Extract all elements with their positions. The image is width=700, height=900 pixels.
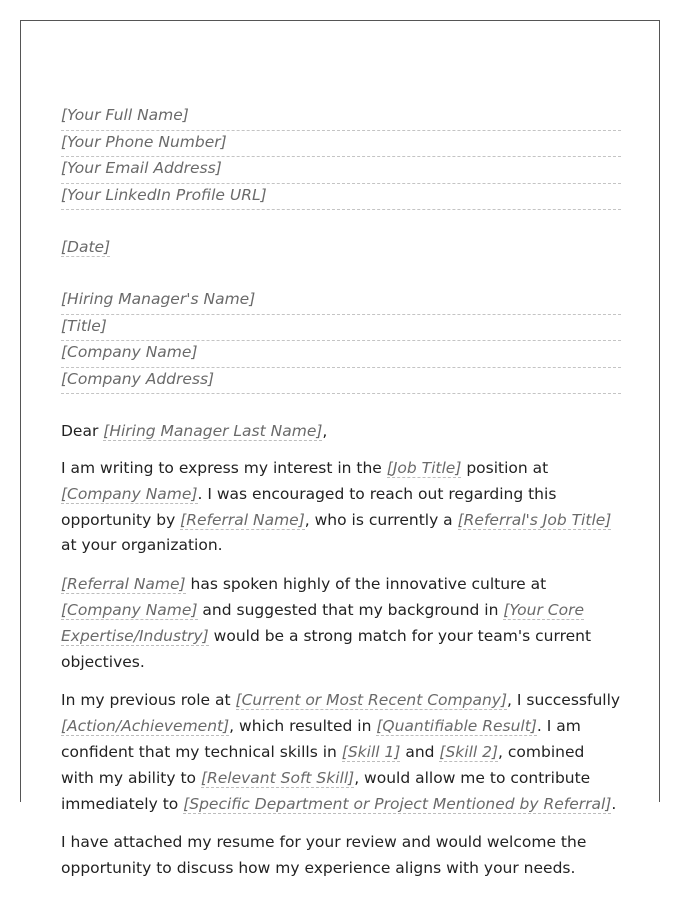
- core-expertise-field[interactable]: [Your Core Expertise/Industry]: [61, 600, 584, 645]
- referral-job-title-field[interactable]: [Referral's Job Title]: [457, 510, 612, 529]
- letter-page: [20, 20, 660, 878]
- sender-block: [61, 104, 621, 210]
- recipient-block: [61, 288, 621, 394]
- sender-full-name[interactable]: [Your Full Name]: [61, 104, 621, 131]
- company-name-field[interactable]: [Company Name]: [61, 600, 198, 619]
- soft-skill-field[interactable]: [Relevant Soft Skill]: [200, 768, 355, 787]
- company-name-field[interactable]: [Company Name]: [61, 484, 198, 503]
- job-title-field[interactable]: [Job Title]: [386, 459, 462, 477]
- recipient-company[interactable]: [Company Name]: [61, 341, 621, 368]
- skill-1-field[interactable]: [Skill 1]: [341, 742, 401, 761]
- referral-name-field[interactable]: [Referral Name]: [61, 575, 186, 594]
- recipient-address[interactable]: [Company Address]: [61, 368, 621, 395]
- salutation: Dear [Hiring Manager Last Name],: [61, 422, 328, 440]
- cover-letter: [61, 104, 621, 895]
- paragraph-closing: I have attached my resume for your review and would welcome the opportunity to discuss how my experience aligns with your needs.: [61, 833, 587, 878]
- paragraph-experience: In my previous role at [Current or Most Recent Company], I successfully [Action/Achievement], which resulted in [Quantifiable Result]. I am confident that my technical skills in [Skill 1] and [Skill 2], combined with my ability to [Relevant Soft Skill], would allow me to contribute immediately to [Specific Department or Project Mentioned by Referral].: [61, 691, 621, 813]
- quantifiable-result-field[interactable]: [Quantifiable Result]: [376, 717, 537, 736]
- paragraph-intro: I am writing to express my interest in the [Job Title] position at [Company Name]. I was encouraged to reach out regarding this opportunity by [Referral Name], who is currently a [Referral's Job Title] at your organization.: [61, 459, 612, 555]
- paragraph-referral: [Referral Name] has spoken highly of the innovative culture at [Company Name] and suggested that my background in [Your Core Expertise/Industry] would be a strong match for your team's current objectives.: [61, 575, 592, 671]
- skill-2-field[interactable]: [Skill 2]: [439, 742, 499, 761]
- hiring-manager-last-name-field[interactable]: [Hiring Manager Last Name]: [103, 422, 323, 440]
- department-project-field[interactable]: [Specific Department or Project Mentioned by Referral]: [183, 794, 612, 813]
- current-company-field[interactable]: [Current or Most Recent Company]: [235, 691, 508, 710]
- sender-phone[interactable]: [Your Phone Number]: [61, 131, 621, 158]
- recipient-name[interactable]: [Hiring Manager's Name]: [61, 288, 621, 315]
- date-field[interactable]: [Date]: [61, 238, 111, 256]
- referral-name-field[interactable]: [Referral Name]: [180, 510, 305, 529]
- sender-linkedin[interactable]: [Your LinkedIn Profile URL]: [61, 184, 621, 211]
- recipient-title[interactable]: [Title]: [61, 315, 621, 342]
- sender-email[interactable]: [Your Email Address]: [61, 157, 621, 184]
- date-block: [61, 236, 621, 262]
- action-achievement-field[interactable]: [Action/Achievement]: [61, 717, 230, 736]
